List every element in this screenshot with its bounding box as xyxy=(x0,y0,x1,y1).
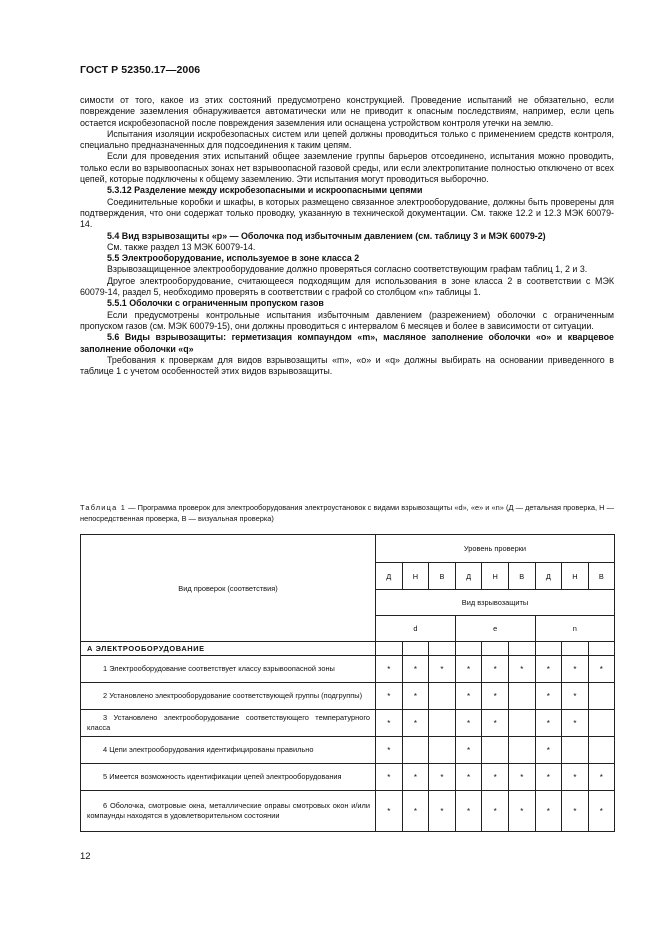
check-mark-cell xyxy=(588,737,614,764)
check-mark-cell: * xyxy=(429,791,456,832)
paragraph: Другое электрооборудование, считающееся подходящим для использования в зоне класса 2 в соответствии с МЭК 60079-14, раздел 5, необходимо проверять в соответствии с графой со столбцом «n» таблицы 1. xyxy=(80,275,614,298)
check-mark-cell: * xyxy=(402,791,429,832)
table-caption xyxy=(80,503,614,524)
check-mark-cell xyxy=(588,710,614,737)
check-mark-cell: * xyxy=(508,791,535,832)
check-mark-cell: * xyxy=(508,656,535,683)
check-mark-cell: * xyxy=(376,683,403,710)
check-mark-cell: * xyxy=(376,656,403,683)
paragraph: Соединительные коробки и шкафы, в которых размещено связанное электрооборудование, должны быть проверены для подтверждения, что они содержат только проводку, указанную в технической документации. См. также 12.2 и 12.3 МЭК 60079-14. xyxy=(80,196,614,230)
row-text: Цепи электрооборудования идентифицированы правильно xyxy=(109,744,314,754)
section-title: А ЭЛЕКТРООБОРУДОВАНИЕ xyxy=(81,642,376,656)
check-mark-cell: * xyxy=(429,656,456,683)
row-text: Оболочка, смотровые окна, металлические оправы смотровых окон и/или компаунды находятся в удовлетворительном состоянии xyxy=(87,800,370,820)
check-mark-cell: * xyxy=(455,791,482,832)
level-cell: Н xyxy=(482,563,509,590)
check-mark-cell xyxy=(588,683,614,710)
check-mark-cell: * xyxy=(588,764,614,791)
check-mark-cell: * xyxy=(482,764,509,791)
paragraph: Взрывозащищенное электрооборудование должно проверяться согласно соответствующим графам таблиц 1, 2 и 3. xyxy=(107,264,588,275)
check-mark-cell: * xyxy=(482,791,509,832)
check-mark-cell: * xyxy=(535,710,562,737)
check-mark-cell: * xyxy=(402,656,429,683)
row-number: 4 xyxy=(103,744,108,754)
check-mark-cell: * xyxy=(376,710,403,737)
column-header-name: Вид проверок (соответствия) xyxy=(81,535,376,642)
check-mark-cell: * xyxy=(482,683,509,710)
check-mark-cell xyxy=(482,737,509,764)
table-row xyxy=(81,791,615,832)
row-number: 3 xyxy=(103,712,108,722)
check-mark-cell: * xyxy=(455,737,482,764)
table-caption-label: Таблица 1 xyxy=(80,503,127,512)
check-mark-cell xyxy=(508,710,535,737)
check-mark-cell: * xyxy=(482,710,509,737)
level-cell: Н xyxy=(562,563,589,590)
check-mark-cell xyxy=(429,737,456,764)
check-mark-cell: * xyxy=(376,764,403,791)
level-cell: Д xyxy=(535,563,562,590)
level-cell: Н xyxy=(402,563,429,590)
level-cell: В xyxy=(588,563,614,590)
check-mark-cell xyxy=(402,737,429,764)
check-mark-cell xyxy=(429,683,456,710)
table-caption-text: — Программа проверок для электрооборудования электроустановок с видами взрывозащиты «d», «е» и «n» (Д — детальная проверка, Н — непосредственная проверка, В — визуальная проверка) xyxy=(80,503,614,523)
check-mark-cell: * xyxy=(402,710,429,737)
check-mark-cell xyxy=(508,737,535,764)
check-mark-cell: * xyxy=(535,683,562,710)
row-number: 6 xyxy=(103,800,108,810)
protection-header: Вид взрывозащиты xyxy=(376,590,615,616)
check-mark-cell: * xyxy=(508,764,535,791)
row-text: Имеется возможность идентификации цепей электрооборудования xyxy=(109,771,342,781)
check-mark-cell: * xyxy=(535,737,562,764)
section-heading: 5.6 Виды взрывозащиты: герметизация компаундом «m», масляное заполнение оболочки «о» и кварцевое заполнение оболочки «q» xyxy=(80,332,614,354)
check-mark-cell: * xyxy=(562,683,589,710)
section-heading: 5.5 Электрооборудование, используемое в зоне класса 2 xyxy=(107,253,360,264)
table-row xyxy=(81,764,615,791)
check-mark-cell xyxy=(562,737,589,764)
check-mark-cell: * xyxy=(376,737,403,764)
section-heading: 5.3.12 Разделение между искробезопасными и искроопасными цепями xyxy=(107,185,423,196)
inspection-table xyxy=(80,534,615,832)
check-mark-cell: * xyxy=(535,791,562,832)
paragraph: симости от того, какое из этих состояний предусмотрено конструкцией. Проведение испытаний не обязательно, если повреждение заземления обнаруживается автоматически или не приводит к опасным последствиям, например, если цепь остается искробезопасной после повреждения заземления или оснащена устройством контроля утечки на землю. xyxy=(80,95,614,128)
table-row xyxy=(81,683,615,710)
protection-type-n: n xyxy=(535,616,614,642)
level-cell: В xyxy=(429,563,456,590)
check-mark-cell xyxy=(429,710,456,737)
check-mark-cell: * xyxy=(562,710,589,737)
paragraph: Если предусмотрены контрольные испытания избыточным давлением (разрежением) оболочки с ограниченным пропуском газов (см. МЭК 60079-15), они должны проводиться с интервалом 6 месяцев и более в зависимости от ситуации. xyxy=(80,309,614,331)
row-text: Электрооборудование соответствует классу взрывоопасной зоны xyxy=(109,663,335,673)
check-mark-cell: * xyxy=(588,791,614,832)
protection-type-e: e xyxy=(455,616,535,642)
level-cell: В xyxy=(508,563,535,590)
check-mark-cell: * xyxy=(455,710,482,737)
check-mark-cell: * xyxy=(482,656,509,683)
check-mark-cell: * xyxy=(535,764,562,791)
document-header: ГОСТ Р 52350.17—2006 xyxy=(80,64,201,76)
row-text: Установлено электрооборудование соответствующего температурного класса xyxy=(87,712,370,732)
check-mark-cell xyxy=(508,683,535,710)
check-mark-cell: * xyxy=(588,656,614,683)
table-row xyxy=(81,656,615,683)
row-number: 1 xyxy=(103,663,108,673)
check-mark-cell: * xyxy=(562,764,589,791)
check-mark-cell: * xyxy=(562,791,589,832)
check-mark-cell: * xyxy=(535,656,562,683)
section-heading: 5.5.1 Оболочки с ограниченным пропуском газов xyxy=(107,298,324,309)
row-number: 2 xyxy=(103,690,108,700)
check-mark-cell: * xyxy=(429,764,456,791)
check-mark-cell: * xyxy=(455,764,482,791)
check-mark-cell: * xyxy=(376,791,403,832)
check-mark-cell: * xyxy=(455,683,482,710)
check-mark-cell: * xyxy=(402,683,429,710)
paragraph: Если для проведения этих испытаний общее заземление группы барьеров отсоединено, испытания можно проводить, только если во взрывоопасных зонах нет взрывоопасной газовой среды, или если электропитание полностью отключено от всех цепей, которые подключены к общему заземлению. Эти испытания могут проводиться выборочно. xyxy=(80,151,614,185)
paragraph: См. также раздел 13 МЭК 60079-14. xyxy=(107,241,256,252)
table-row xyxy=(81,710,615,737)
paragraph: Испытания изоляции искробезопасных систем или цепей должны проводиться только с применением средств контроля, специально предназначенных для подсоединения к таким цепям. xyxy=(80,128,614,151)
row-text: Установлено электрооборудование соответствующей группы (подгруппы) xyxy=(109,690,363,700)
paragraph: Требования к проверкам для видов взрывозащиты «m», «о» и «q» должны выбирать на основании приведенного в таблице 1 с учетом особенностей этих видов взрывозащиты. xyxy=(80,354,614,377)
table-row xyxy=(81,737,615,764)
protection-type-d: d xyxy=(376,616,456,642)
section-heading: 5.4 Вид взрывозащиты «р» — Оболочка под избыточным давлением (см. таблицу 3 и МЭК 60079-2) xyxy=(107,230,546,241)
level-header: Уровень проверки xyxy=(376,535,615,563)
level-cell: Д xyxy=(376,563,403,590)
check-mark-cell: * xyxy=(455,656,482,683)
row-number: 5 xyxy=(103,771,108,781)
page-number: 12 xyxy=(80,851,91,862)
check-mark-cell: * xyxy=(402,764,429,791)
check-mark-cell: * xyxy=(562,656,589,683)
level-cell: Д xyxy=(455,563,482,590)
body-text xyxy=(80,95,614,377)
